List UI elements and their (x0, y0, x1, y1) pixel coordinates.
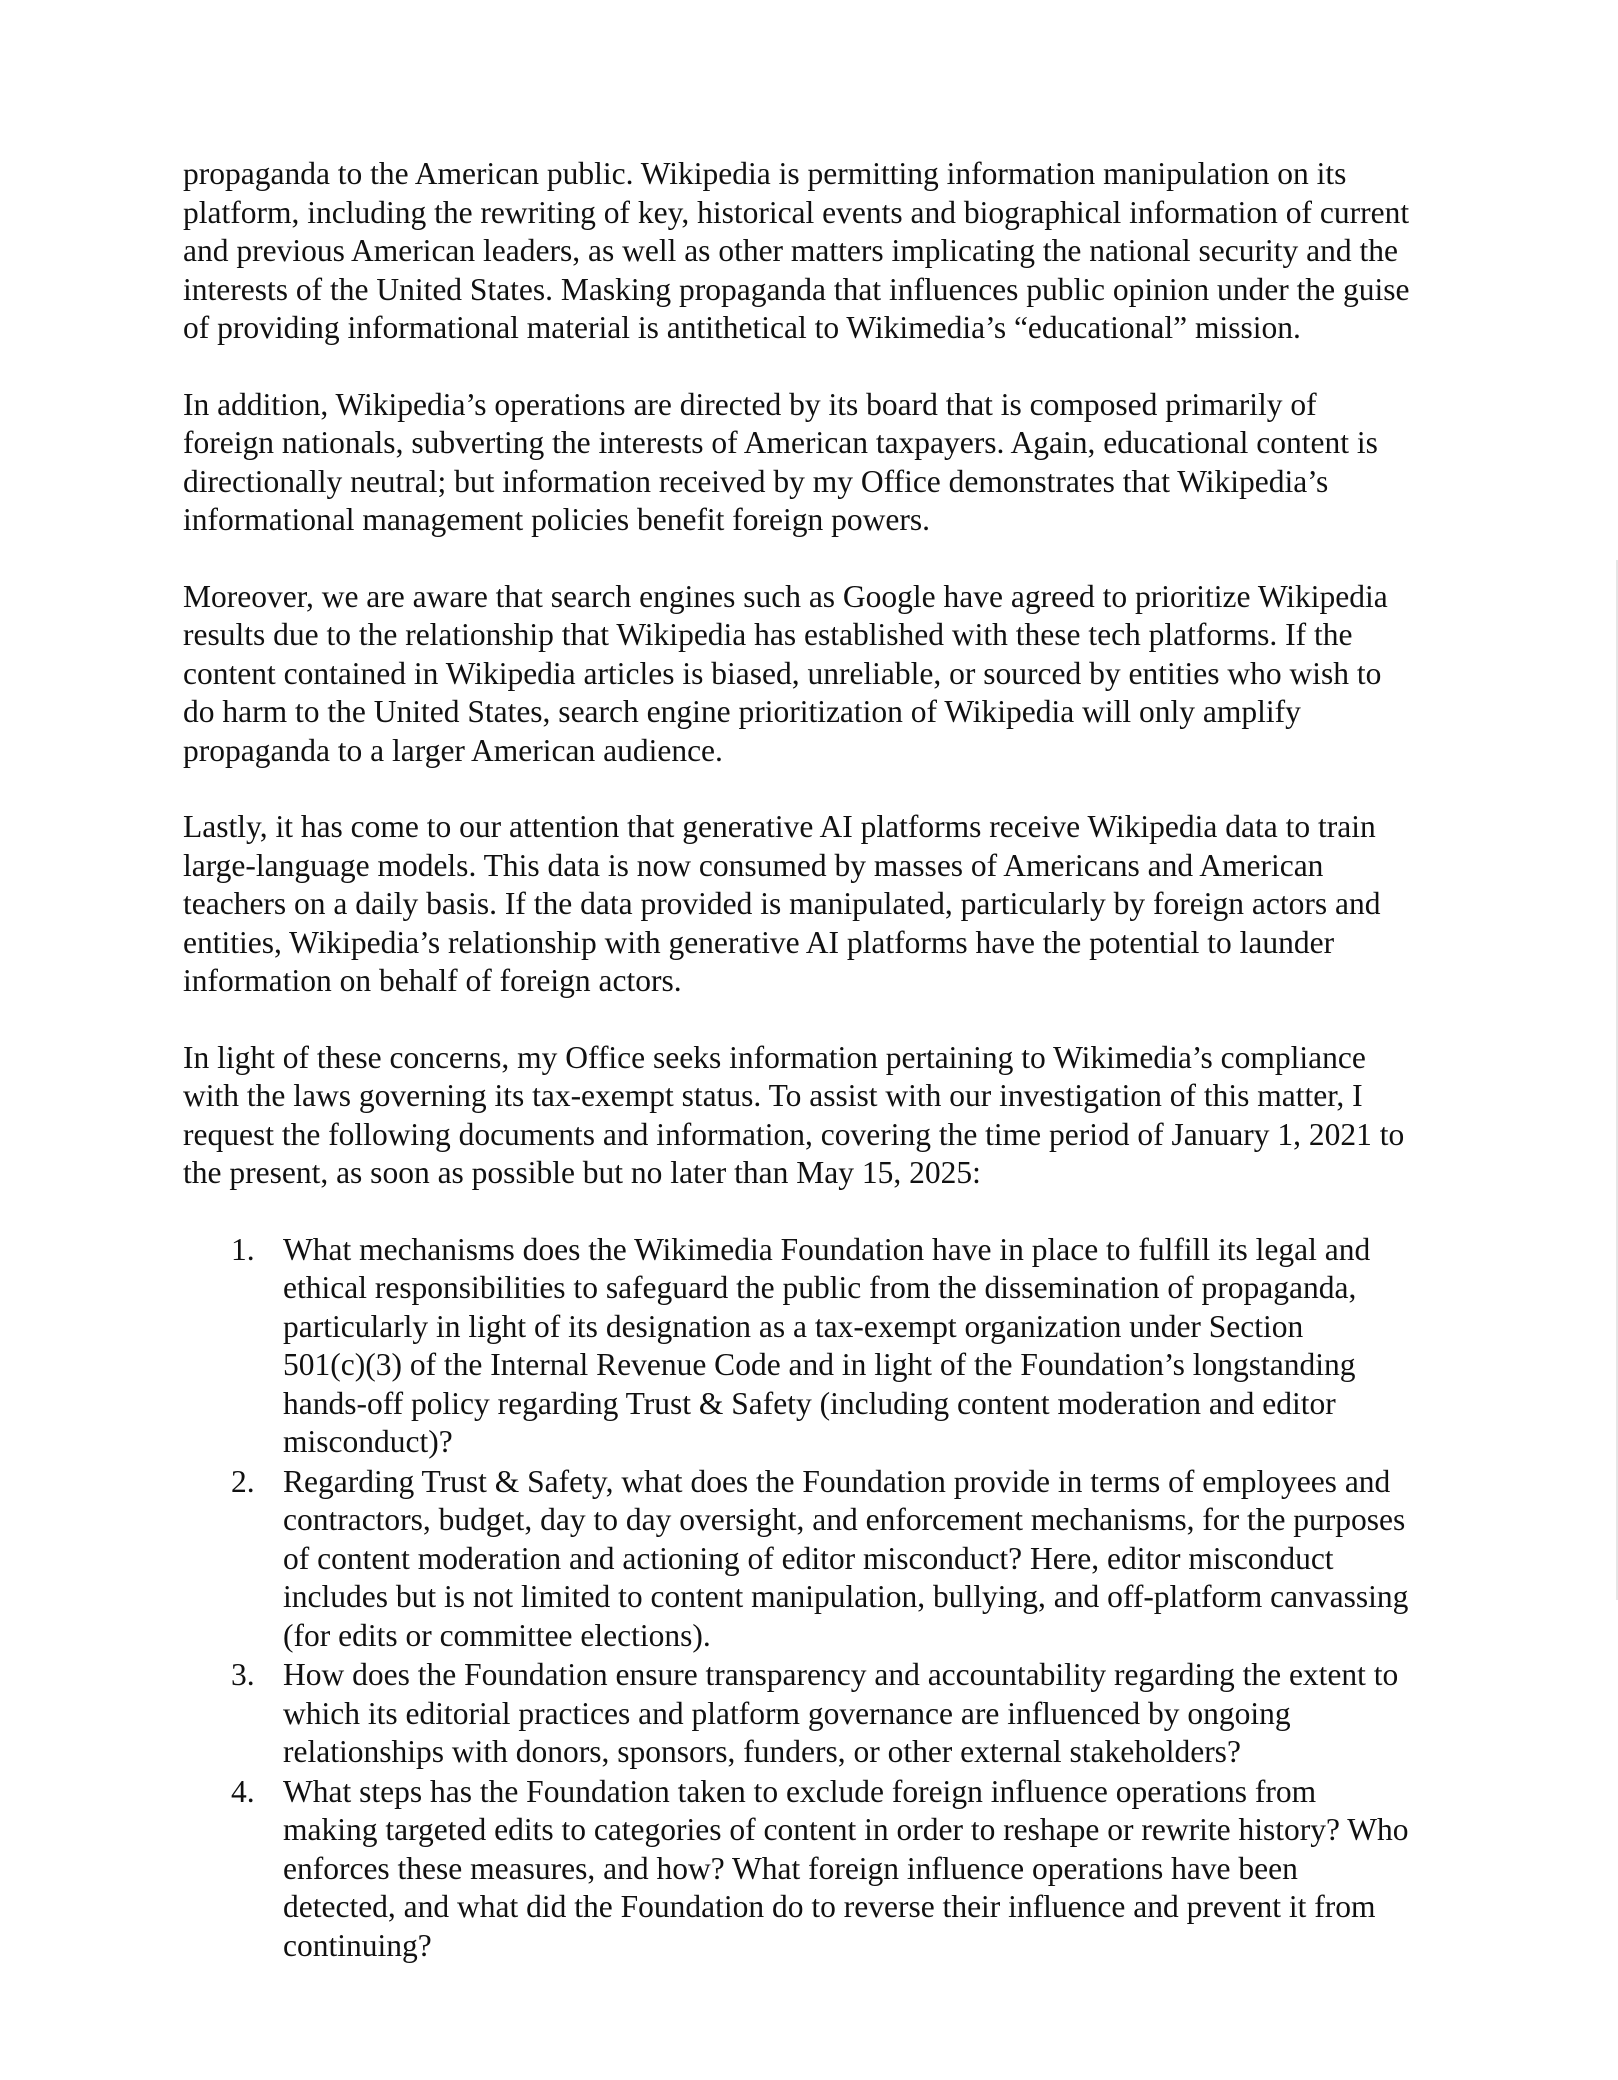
text-line: information on behalf of foreign actors. (183, 963, 682, 998)
text-line: foreign nationals, subverting the interests of American taxpayers. Again, educational content is (183, 425, 1378, 460)
text-line: enforces these measures, and how? What foreign influence operations have been (283, 1850, 1298, 1886)
text-line: request the following documents and information, covering the time period of January 1, 2021 to (183, 1116, 1405, 1152)
text-line: propaganda to a larger American audience. (183, 732, 723, 768)
question-item-4 (183, 1773, 1483, 1966)
paragraph-search-engines (183, 578, 1483, 771)
paragraph-board (183, 386, 1483, 540)
list-number: 3. (231, 1657, 255, 1692)
letter-body (183, 155, 1483, 1966)
text-line: Regarding Trust & Safety, what does the Foundation provide in terms of employees and (283, 1463, 1391, 1499)
text-line: What mechanisms does the Wikimedia Foundation have in place to fulfill its legal and (283, 1231, 1371, 1267)
text-line: content contained in Wikipedia articles is biased, unreliable, or sourced by entities who wish to (183, 655, 1382, 691)
text-line: What steps has the Foundation taken to exclude foreign influence operations from (283, 1773, 1317, 1809)
text-line: informational management policies benefit foreign powers. (183, 502, 931, 537)
text-line: of content moderation and actioning of editor misconduct? Here, editor misconduct (283, 1540, 1334, 1576)
text-line: and previous American leaders, as well as other matters implicating the national security and the (183, 233, 1398, 268)
list-number: 4. (231, 1773, 255, 1809)
question-item-1 (183, 1231, 1483, 1462)
text-line: 501(c)(3) of the Internal Revenue Code and in light of the Foundation’s longstanding (283, 1347, 1356, 1382)
text-line: Moreover, we are aware that search engines such as Google have agreed to prioritize Wikipedia (183, 578, 1388, 614)
paragraph-request (183, 1039, 1483, 1193)
text-line: interests of the United States. Masking propaganda that influences public opinion under the guise (183, 271, 1410, 307)
text-line: with the laws governing its tax-exempt status. To assist with our investigation of this matter, I (183, 1078, 1363, 1113)
text-line: entities, Wikipedia’s relationship with generative AI platforms have the potential to launder (183, 924, 1335, 960)
text-line: do harm to the United States, search engine prioritization of Wikipedia will only amplify (183, 694, 1301, 729)
text-line: Lastly, it has come to our attention that generative AI platforms receive Wikipedia data to train (183, 809, 1376, 844)
text-line: directionally neutral; but information received by my Office demonstrates that Wikipedia’s (183, 463, 1329, 499)
text-line: continuing? (283, 1927, 432, 1963)
list-number: 1. (231, 1231, 255, 1267)
text-line: detected, and what did the Foundation do to reverse their influence and prevent it from (283, 1889, 1376, 1924)
question-item-2 (183, 1463, 1483, 1656)
text-line: includes but is not limited to content manipulation, bullying, and off-platform canvassing (283, 1579, 1409, 1614)
text-line: of providing informational material is antithetical to Wikimedia’s “educational” mission. (183, 310, 1301, 345)
paragraph-generative-ai (183, 808, 1483, 1001)
text-line: results due to the relationship that Wikipedia has established with these tech platforms. If the (183, 617, 1353, 652)
text-line: misconduct)? (283, 1424, 453, 1459)
text-line: teachers on a daily basis. If the data provided is manipulated, particularly by foreign actors and (183, 886, 1381, 921)
text-line: contractors, budget, day to day oversight, and enforcement mechanisms, for the purposes (283, 1502, 1406, 1537)
text-line: particularly in light of its designation as a tax-exempt organization under Section (283, 1308, 1304, 1344)
text-line: which its editorial practices and platform governance are influenced by ongoing (283, 1695, 1291, 1731)
list-number: 2. (231, 1463, 255, 1499)
paragraph-propaganda (183, 155, 1483, 348)
question-list (183, 1231, 1483, 1966)
text-line: hands-off policy regarding Trust & Safety (including content moderation and editor (283, 1385, 1336, 1421)
text-line: In addition, Wikipedia’s operations are directed by its board that is composed primarily of (183, 386, 1317, 422)
text-line: (for edits or committee elections). (283, 1617, 711, 1653)
text-line: platform, including the rewriting of key, historical events and biographical information of current (183, 194, 1410, 230)
text-line: relationships with donors, sponsors, funders, or other external stakeholders? (283, 1734, 1241, 1769)
text-line: In light of these concerns, my Office seeks information pertaining to Wikimedia’s compliance (183, 1039, 1366, 1075)
text-line: How does the Foundation ensure transparency and accountability regarding the extent to (283, 1657, 1399, 1692)
text-line: making targeted edits to categories of content in order to reshape or rewrite history? Who (283, 1812, 1409, 1847)
text-line: the present, as soon as possible but no later than May 15, 2025: (183, 1155, 981, 1190)
text-line: ethical responsibilities to safeguard the public from the dissemination of propaganda, (283, 1270, 1357, 1305)
text-line: propaganda to the American public. Wikipedia is permitting information manipulation on its (183, 156, 1347, 191)
question-item-3 (183, 1656, 1483, 1772)
text-line: large-language models. This data is now consumed by masses of Americans and American (183, 847, 1324, 883)
